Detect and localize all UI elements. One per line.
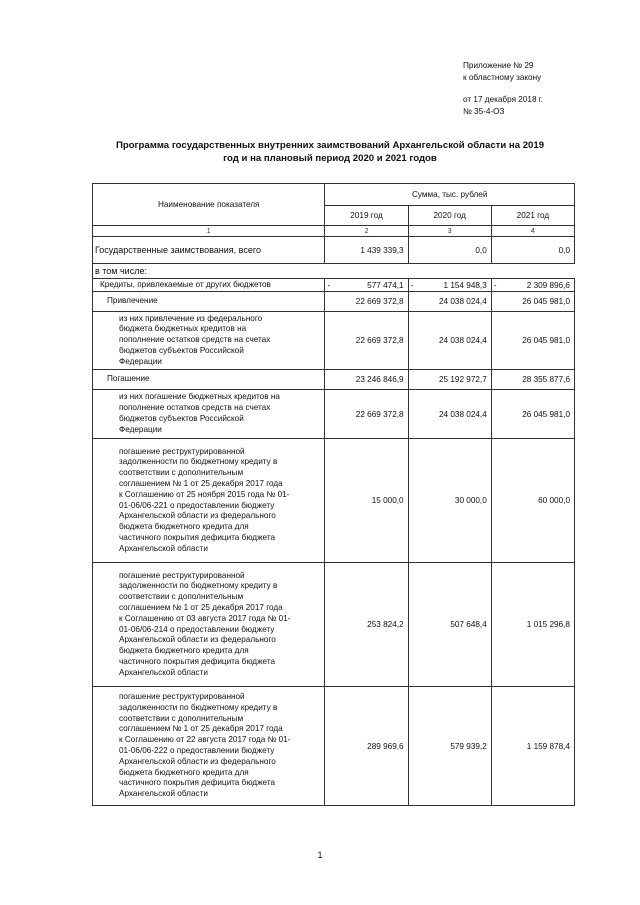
- col-number: 3: [408, 226, 491, 237]
- row-label-line: к Соглашению от 03 августа 2017 года № 01-: [119, 613, 291, 623]
- row-value: 22 669 372,8: [325, 390, 408, 439]
- row-value: 1 439 339,3: [325, 237, 408, 264]
- row-value: 507 648,4: [408, 563, 491, 687]
- row-label-line: бюджета бюджетного кредита для: [119, 646, 249, 656]
- row-label-line: пополнение остатков средств на счетах: [119, 335, 271, 345]
- appendix-note: [463, 60, 543, 118]
- col-header-year: 2021 год: [491, 206, 574, 226]
- row-label: [93, 687, 325, 806]
- table-row: [93, 264, 575, 279]
- row-value-number: 2 309 896,6: [526, 280, 570, 290]
- row-label-line: погашение реструктурированной: [119, 692, 245, 702]
- row-label: Кредиты, привлекаемые от других бюджетов: [93, 279, 325, 292]
- row-label: [93, 312, 325, 370]
- appendix-date: от 17 декабря 2018 г.: [463, 95, 544, 104]
- row-value-number: 1 154 948,3: [443, 280, 487, 290]
- col-header-name: Наименование показателя: [93, 184, 325, 226]
- row-value: 60 000,0: [491, 439, 574, 563]
- table-row: [93, 237, 575, 264]
- row-label-line: бюджетов субъектов Российской: [119, 345, 244, 355]
- row-label-line: 01-06/06-221 о предоставлении бюджету: [119, 500, 275, 510]
- row-label-line: Федерации: [119, 424, 162, 434]
- borrowing-program-table: [92, 183, 575, 806]
- row-value: 22 669 372,8: [325, 312, 408, 370]
- appendix-line: Приложение № 29: [463, 61, 534, 70]
- table-row: [93, 292, 575, 312]
- row-label-line: частичного покрытия дефицита бюджета: [119, 778, 276, 788]
- negative-sign: -: [327, 280, 331, 290]
- row-label-line: соглашением № 1 от 25 декабря 2017 года: [119, 602, 283, 612]
- row-value: 22 669 372,8: [325, 292, 408, 312]
- row-label-line: Архангельской области из федерального: [119, 511, 276, 521]
- row-value: 15 000,0: [325, 439, 408, 563]
- row-label-line: Архангельской области: [119, 789, 208, 799]
- row-value: 1 159 878,4: [491, 687, 574, 806]
- row-value: 24 038 024,4: [408, 390, 491, 439]
- row-label: Государственные заимствования, всего: [93, 237, 325, 264]
- row-label-line: бюджета бюджетного кредита для: [119, 522, 249, 532]
- row-value: 30 000,0: [408, 439, 491, 563]
- table-row: [93, 370, 575, 390]
- table-row: [93, 279, 575, 292]
- row-value: 289 969,6: [325, 687, 408, 806]
- row-value: 1 015 296,8: [491, 563, 574, 687]
- row-label-line: частичного покрытия дефицита бюджета: [119, 532, 276, 542]
- row-value: 24 038 024,4: [408, 292, 491, 312]
- row-value: 24 038 024,4: [408, 312, 491, 370]
- title-line: Программа государственных внутренних заимствований Архангельской области на 2019: [115, 140, 545, 151]
- row-value: 28 355 877,6: [491, 370, 574, 390]
- row-label: в том числе:: [93, 264, 575, 279]
- row-label-line: 01-06/06-214 о предоставлении бюджету: [119, 624, 275, 634]
- appendix-line: к областному закону: [463, 73, 542, 82]
- row-label-line: пополнение остатков средств на счетах: [119, 403, 271, 413]
- col-number: 1: [93, 226, 325, 237]
- row-label-line: бюджета бюджетных кредитов на: [119, 324, 247, 334]
- row-label-line: соглашением № 1 от 25 декабря 2017 года: [119, 478, 283, 488]
- row-label-line: из них погашение бюджетных кредитов на: [119, 392, 280, 402]
- row-value: 26 045 981,0: [491, 292, 574, 312]
- row-label-line: соответствии с дополнительным: [119, 713, 244, 723]
- row-value: [408, 279, 491, 292]
- row-label-line: из них привлечение из федерального: [119, 313, 263, 323]
- row-value: 26 045 981,0: [491, 312, 574, 370]
- row-label-line: к Соглашению от 25 ноября 2015 года № 01-: [119, 489, 290, 499]
- col-header-sum: Сумма, тыс. рублей: [325, 184, 575, 206]
- row-label-line: задолженности по бюджетному кредиту в: [119, 581, 278, 591]
- appendix-law-number: № 35-4-ОЗ: [463, 107, 505, 116]
- table-row: [93, 390, 575, 439]
- row-label: [93, 563, 325, 687]
- row-label: Погашение: [93, 370, 325, 390]
- row-label-line: Архангельской области из федерального: [119, 635, 276, 645]
- table-row: [93, 687, 575, 806]
- row-label-line: соглашением № 1 от 25 декабря 2017 года: [119, 724, 283, 734]
- document-title: [80, 140, 580, 165]
- row-value: 0,0: [491, 237, 574, 264]
- col-number: 2: [325, 226, 408, 237]
- row-label-line: погашение реструктурированной: [119, 570, 245, 580]
- row-label-line: Федерации: [119, 356, 162, 366]
- row-value: 25 192 972,7: [408, 370, 491, 390]
- row-label-line: к Соглашению от 22 августа 2017 года № 01-: [119, 735, 291, 745]
- title-line: год и на плановый период 2020 и 2021 годов: [223, 152, 437, 164]
- row-label-line: Архангельской области из федерального: [119, 756, 276, 766]
- row-label-line: погашение реструктурированной: [119, 446, 245, 456]
- negative-sign: -: [410, 280, 414, 290]
- row-label-line: Архангельской области: [119, 667, 208, 677]
- table-row: [93, 439, 575, 563]
- row-label: [93, 390, 325, 439]
- col-header-year: 2019 год: [325, 206, 408, 226]
- col-header-year: 2020 год: [408, 206, 491, 226]
- negative-sign: -: [493, 280, 497, 290]
- row-value: [325, 279, 408, 292]
- row-label-line: соответствии с дополнительным: [119, 468, 244, 478]
- row-value: 253 824,2: [325, 563, 408, 687]
- row-value: 26 045 981,0: [491, 390, 574, 439]
- row-label-line: частичного покрытия дефицита бюджета: [119, 656, 276, 666]
- row-value-number: 577 474,1: [367, 280, 404, 290]
- row-label: Привлечение: [93, 292, 325, 312]
- table-row: [93, 312, 575, 370]
- row-label-line: Архангельской области: [119, 543, 208, 553]
- page-number: 1: [317, 850, 323, 860]
- row-label-line: соответствии с дополнительным: [119, 592, 244, 602]
- row-label-line: задолженности по бюджетному кредиту в: [119, 457, 278, 467]
- row-value: [491, 279, 574, 292]
- row-value: 0,0: [408, 237, 491, 264]
- row-label-line: задолженности по бюджетному кредиту в: [119, 702, 278, 712]
- row-value: 579 939,2: [408, 687, 491, 806]
- row-label: [93, 439, 325, 563]
- col-number: 4: [491, 226, 574, 237]
- row-value: 23 246 846,9: [325, 370, 408, 390]
- row-label-line: бюджетов субъектов Российской: [119, 414, 244, 423]
- table-row: [93, 563, 575, 687]
- row-label-line: 01-06/06-222 о предоставлении бюджету: [119, 746, 275, 755]
- row-label-line: бюджета бюджетного кредита для: [119, 767, 249, 777]
